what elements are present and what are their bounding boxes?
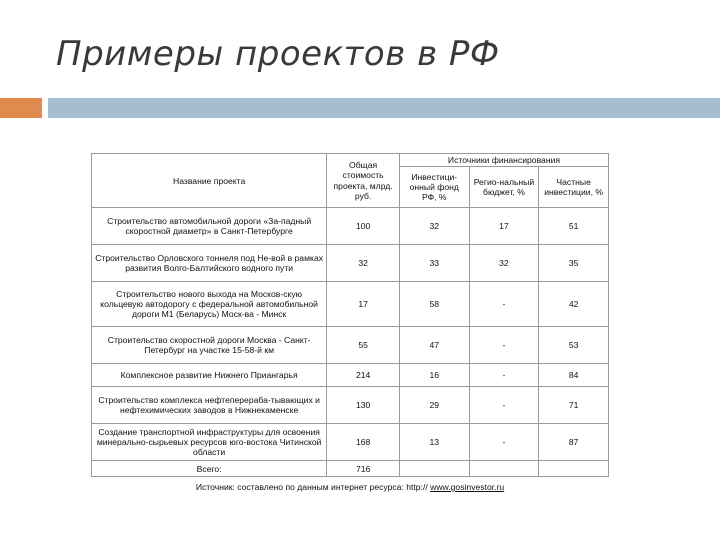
total-empty-cell	[539, 461, 609, 477]
regional-budget-cell: -	[469, 327, 539, 364]
investment-fund-cell: 47	[399, 327, 469, 364]
header-private-investment: Частные инвестиции, %	[539, 167, 609, 208]
regional-budget-cell: -	[469, 364, 539, 387]
project-name-cell: Строительство нового выхода на Москов-скую кольцевую автодорогу с федеральной автомобильной дороги М1 (Беларусь) Моск-ва - Минск	[92, 282, 327, 327]
investment-fund-cell: 13	[399, 424, 469, 461]
private-investment-cell: 35	[539, 245, 609, 282]
header-investment-fund: Инвестици-онный фонд РФ, %	[399, 167, 469, 208]
accent-block	[0, 98, 42, 118]
table-row	[92, 364, 609, 387]
project-cost-cell: 214	[327, 364, 400, 387]
investment-fund-cell: 29	[399, 387, 469, 424]
project-cost-cell: 55	[327, 327, 400, 364]
project-cost-cell: 100	[327, 208, 400, 245]
table-row	[92, 387, 609, 424]
investment-fund-cell: 16	[399, 364, 469, 387]
regional-budget-cell: 32	[469, 245, 539, 282]
investment-fund-cell: 58	[399, 282, 469, 327]
private-investment-cell: 84	[539, 364, 609, 387]
project-name-cell: Строительство комплекса нефтеперераба-тывающих и нефтехимических заводов в Нижнекаменске	[92, 387, 327, 424]
project-name-cell: Создание транспортной инфраструктуры для освоения минерально-сырьевых ресурсов юго-востока Читинской области	[92, 424, 327, 461]
project-cost-cell: 168	[327, 424, 400, 461]
private-investment-cell: 87	[539, 424, 609, 461]
table-row	[92, 208, 609, 245]
project-name-cell: Строительство автомобильной дороги «За-падный скоростной диаметр» в Санкт-Петербурге	[92, 208, 327, 245]
private-investment-cell: 42	[539, 282, 609, 327]
table-row	[92, 424, 609, 461]
header-total-cost: Общая стоимость проекта, млрд. руб.	[327, 154, 400, 208]
regional-budget-cell: -	[469, 424, 539, 461]
project-cost-cell: 130	[327, 387, 400, 424]
private-investment-cell: 53	[539, 327, 609, 364]
total-label: Всего:	[92, 461, 327, 477]
regional-budget-cell: 17	[469, 208, 539, 245]
total-empty-cell	[399, 461, 469, 477]
table-row	[92, 245, 609, 282]
source-link[interactable]: www.gosinvestor.ru	[430, 482, 505, 492]
header-project-name: Название проекта	[92, 154, 327, 208]
project-name-cell: Строительство скоростной дороги Москва - Санкт-Петербург на участке 15-58-й км	[92, 327, 327, 364]
accent-bar	[48, 98, 720, 118]
investment-fund-cell: 32	[399, 208, 469, 245]
investment-fund-cell: 33	[399, 245, 469, 282]
project-cost-cell: 17	[327, 282, 400, 327]
source-note	[91, 482, 609, 492]
source-text: Источник: составлено по данным интернет ресурса: http://	[195, 482, 428, 492]
regional-budget-cell: -	[469, 282, 539, 327]
project-name-cell: Строительство Орловского тоннеля под Не-вой в рамках развития Волго-Балтийского водного пути	[92, 245, 327, 282]
total-row	[92, 461, 609, 477]
slide-title: Примеры проектов в РФ	[56, 34, 500, 74]
header-funding-sources: Источники финансирования	[399, 154, 608, 167]
regional-budget-cell: -	[469, 387, 539, 424]
table-row	[92, 282, 609, 327]
projects-table	[91, 153, 609, 477]
total-empty-cell	[469, 461, 539, 477]
project-cost-cell: 32	[327, 245, 400, 282]
header-regional-budget: Регио-нальный бюджет, %	[469, 167, 539, 208]
table-row	[92, 327, 609, 364]
total-value: 716	[327, 461, 400, 477]
project-name-cell: Комплексное развитие Нижнего Приангарья	[92, 364, 327, 387]
private-investment-cell: 71	[539, 387, 609, 424]
private-investment-cell: 51	[539, 208, 609, 245]
